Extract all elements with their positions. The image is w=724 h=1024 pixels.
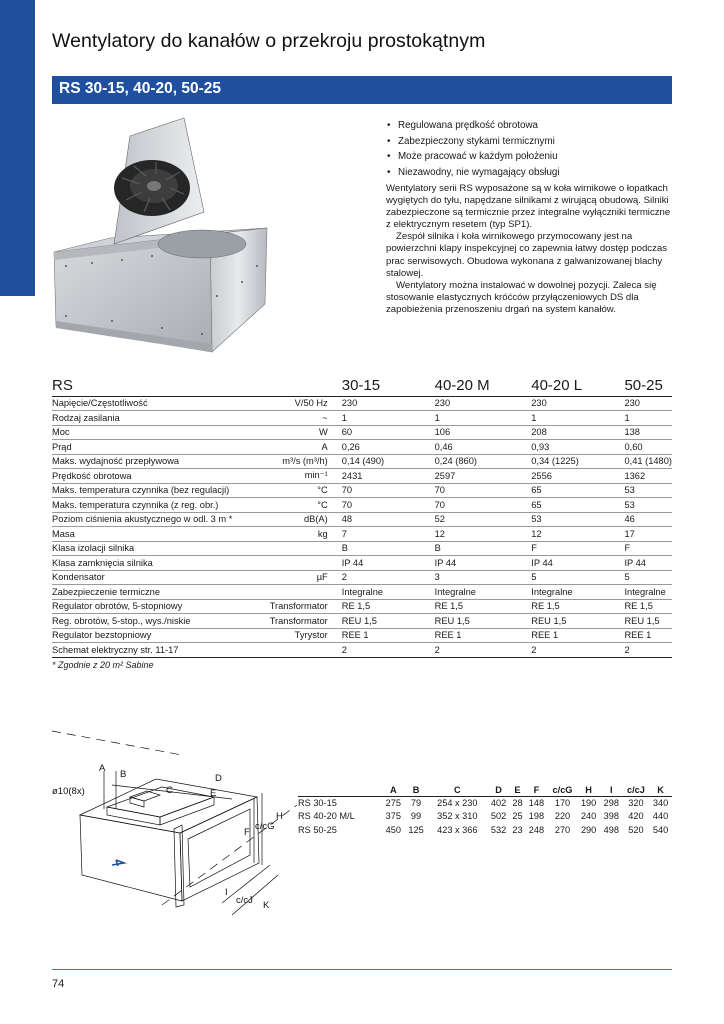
bullet-icon: • bbox=[387, 135, 391, 147]
dim-value: 240 bbox=[580, 811, 597, 822]
spec-header-unit bbox=[270, 375, 342, 396]
spec-value: 70 bbox=[342, 483, 435, 498]
dim-value: 275 bbox=[385, 798, 401, 808]
bullet-icon: • bbox=[387, 166, 391, 178]
spec-value: 7 bbox=[342, 527, 435, 542]
page-title: Wentylatory do kanałów o przekroju prostokątnym bbox=[52, 30, 486, 52]
spec-unit: Transformator bbox=[270, 599, 342, 614]
dim-value: 28 bbox=[512, 798, 523, 808]
spec-value: Integralne bbox=[435, 585, 532, 600]
spec-row bbox=[52, 643, 672, 658]
spec-value: B bbox=[435, 541, 532, 556]
dim-model: RS 40-20 M/L bbox=[298, 811, 355, 822]
spec-row bbox=[52, 396, 672, 411]
spec-value: 0,93 bbox=[531, 440, 624, 455]
spec-label: Klasa zamknięcia silnika bbox=[52, 556, 270, 571]
spec-value: REE 1 bbox=[342, 628, 435, 643]
spec-value: 53 bbox=[531, 512, 624, 527]
spec-value: 2597 bbox=[435, 469, 532, 484]
feature-text: Zabezpieczony stykami termicznymi bbox=[398, 135, 555, 147]
diag-label-f: F bbox=[244, 827, 250, 838]
spec-label: Maks. temperatura czynnika (bez regulacji) bbox=[52, 483, 270, 498]
spec-label: Reg. obrotów, 5-stop., wys./niskie bbox=[52, 614, 270, 629]
spec-unit: kg bbox=[270, 527, 342, 542]
spec-row bbox=[52, 556, 672, 571]
dim-value: 352 x 310 bbox=[437, 811, 478, 822]
spec-label: Prędkość obrotowa bbox=[52, 469, 270, 484]
spec-value: F bbox=[531, 541, 624, 556]
spec-label: Maks. temperatura czynnika (z reg. obr.) bbox=[52, 498, 270, 513]
spec-value: IP 44 bbox=[531, 556, 624, 571]
dim-header-cell: c/cG bbox=[548, 784, 578, 796]
dim-value: 440 bbox=[652, 811, 669, 822]
spec-value: 230 bbox=[435, 396, 532, 411]
spec-value: IP 44 bbox=[342, 556, 435, 571]
description-paragraph: Wentylatory można instalować w dowolnej pozycji. Zaleca się stosowanie elastycznych króćców przyłączeniowych DS dla zapobieżenia przenoszeniu drgań na system kanałów. bbox=[386, 279, 657, 315]
feature-item bbox=[386, 134, 560, 150]
dim-value: 148 bbox=[528, 798, 545, 808]
diag-label-d: D bbox=[215, 773, 222, 784]
spec-value: 46 bbox=[624, 512, 672, 527]
spec-value: REE 1 bbox=[531, 628, 624, 643]
dim-value: 532 bbox=[490, 824, 507, 835]
side-accent-bar bbox=[0, 0, 35, 296]
spec-row bbox=[52, 541, 672, 556]
footer-rule bbox=[52, 969, 672, 970]
diag-label-hole: ø10(8x) bbox=[52, 786, 85, 797]
spec-value: RE 1,5 bbox=[531, 599, 624, 614]
spec-label: Moc bbox=[52, 425, 270, 440]
spec-unit: min⁻¹ bbox=[270, 469, 342, 484]
spec-unit bbox=[270, 585, 342, 600]
dim-value: 298 bbox=[603, 798, 619, 808]
diag-label-i: I bbox=[225, 887, 228, 898]
dim-header-cell: C bbox=[427, 784, 487, 796]
spec-value: REE 1 bbox=[435, 628, 532, 643]
spec-value: 65 bbox=[531, 483, 624, 498]
dim-value: 254 x 230 bbox=[437, 798, 478, 808]
spec-value: 0,14 (490) bbox=[342, 454, 435, 469]
spec-value: 2 bbox=[342, 643, 435, 658]
spec-unit: °C bbox=[270, 483, 342, 498]
spec-value: 1362 bbox=[624, 469, 672, 484]
dim-value: 540 bbox=[652, 824, 669, 835]
model-banner bbox=[52, 76, 672, 104]
spec-table bbox=[52, 375, 672, 658]
diag-label-a: A bbox=[99, 763, 106, 774]
spec-row bbox=[52, 411, 672, 426]
spec-header-col: 50-25 bbox=[624, 375, 672, 396]
spec-row bbox=[52, 570, 672, 585]
dim-value: 340 bbox=[652, 798, 669, 808]
spec-value: REU 1,5 bbox=[624, 614, 672, 629]
dim-value: 398 bbox=[603, 811, 619, 822]
dim-header-cell: A bbox=[382, 784, 405, 796]
spec-value: 12 bbox=[435, 527, 532, 542]
diag-label-b: B bbox=[120, 769, 127, 780]
dimension-diagram bbox=[52, 725, 297, 925]
spec-row bbox=[52, 425, 672, 440]
spec-value: F bbox=[624, 541, 672, 556]
spec-value: 5 bbox=[624, 570, 672, 585]
spec-unit bbox=[270, 541, 342, 556]
dim-header-cell: H bbox=[577, 784, 600, 796]
description bbox=[386, 183, 676, 316]
spec-label: Schemat elektryczny str. 11-17 bbox=[52, 643, 270, 658]
spec-value: REU 1,5 bbox=[531, 614, 624, 629]
spec-label: Poziom ciśnienia akustycznego w odl. 3 m * bbox=[52, 512, 270, 527]
spec-unit: °C bbox=[270, 498, 342, 513]
spec-value: 60 bbox=[342, 425, 435, 440]
spec-unit: V/50 Hz bbox=[270, 396, 342, 411]
spec-value: 0,41 (1480) bbox=[624, 454, 672, 469]
dim-header-cell: I bbox=[600, 784, 623, 796]
spec-value: 70 bbox=[342, 498, 435, 513]
diag-label-e: E bbox=[210, 788, 217, 799]
dim-value: 402 bbox=[490, 798, 507, 808]
spec-label: Regulator bezstopniowy bbox=[52, 628, 270, 643]
spec-unit: A bbox=[270, 440, 342, 455]
spec-value: 1 bbox=[531, 411, 624, 426]
spec-row bbox=[52, 454, 672, 469]
dim-row bbox=[298, 823, 672, 837]
spec-value: 70 bbox=[435, 483, 532, 498]
spec-value: RE 1,5 bbox=[342, 599, 435, 614]
feature-item bbox=[386, 118, 560, 134]
spec-value: 2 bbox=[624, 643, 672, 658]
spec-value: 2556 bbox=[531, 469, 624, 484]
model-range: RS 30-15, 40-20, 50-25 bbox=[59, 80, 221, 97]
spec-value: Integralne bbox=[342, 585, 435, 600]
spec-value: 53 bbox=[624, 483, 672, 498]
spec-value: 52 bbox=[435, 512, 532, 527]
dim-value: 170 bbox=[554, 798, 571, 808]
spec-row bbox=[52, 498, 672, 513]
dim-value: 502 bbox=[490, 811, 507, 822]
spec-value: 70 bbox=[435, 498, 532, 513]
spec-value: 0,26 bbox=[342, 440, 435, 455]
diag-label-ccj: c/cJ bbox=[236, 895, 253, 906]
dim-value: 520 bbox=[628, 824, 644, 835]
feature-list bbox=[386, 118, 560, 180]
spec-label: Napięcie/Częstotliwość bbox=[52, 396, 270, 411]
spec-value: IP 44 bbox=[624, 556, 672, 571]
spec-header-col: 40-20 M bbox=[435, 375, 532, 396]
spec-value: 12 bbox=[531, 527, 624, 542]
spec-unit: µF bbox=[270, 570, 342, 585]
product-photo bbox=[52, 116, 272, 356]
spec-label: Regulator obrotów, 5-stopniowy bbox=[52, 599, 270, 614]
spec-value: 230 bbox=[531, 396, 624, 411]
dim-header-cell: D bbox=[487, 784, 510, 796]
dim-row bbox=[298, 810, 672, 824]
diag-label-ccg: c/cG bbox=[255, 821, 275, 832]
bullet-icon: • bbox=[387, 151, 391, 162]
description-paragraph: Zespół silnika i koła wirnikowego przymocowany jest na powierzchni klapy inspekcyjnej co zapewnia łatwy dostęp podczas prac serwisowych. Obudowa wykonana z galwanizowanej blachy stalowej. bbox=[386, 231, 668, 279]
dim-model: RS 50-25 bbox=[298, 824, 337, 835]
spec-row bbox=[52, 483, 672, 498]
dim-header-cell: E bbox=[510, 784, 525, 796]
dim-header-row bbox=[298, 784, 672, 796]
spec-label: Prąd bbox=[52, 440, 270, 455]
spec-label: Masa bbox=[52, 527, 270, 542]
spec-value: 5 bbox=[531, 570, 624, 585]
spec-row bbox=[52, 628, 672, 643]
footnote: * Zgodnie z 20 m² Sabine bbox=[52, 660, 154, 670]
spec-value: 2 bbox=[435, 643, 532, 658]
spec-label: Maks. wydajność przepływowa bbox=[52, 454, 270, 469]
dim-value: 320 bbox=[628, 798, 644, 808]
spec-value: 230 bbox=[624, 396, 672, 411]
description-paragraph: Wentylatory serii RS wyposażone są w koła wirnikowe o łopatkach wygiętych do tyłu, napędzane silnikami z wirującą obudową. Silniki zabezpieczone są termicznie przez integralne wyłączniki termiczne z elektrycznym resetem (typ SP1). bbox=[386, 183, 671, 231]
dim-header-cell: K bbox=[649, 784, 672, 796]
spec-unit: ~ bbox=[270, 411, 342, 426]
spec-value: 2431 bbox=[342, 469, 435, 484]
spec-value: Integralne bbox=[531, 585, 624, 600]
spec-unit: dB(A) bbox=[270, 512, 342, 527]
spec-row bbox=[52, 585, 672, 600]
spec-value: REU 1,5 bbox=[342, 614, 435, 629]
dim-value: 198 bbox=[528, 811, 545, 822]
spec-value: 48 bbox=[342, 512, 435, 527]
spec-row bbox=[52, 469, 672, 484]
dim-value: 25 bbox=[512, 811, 523, 822]
spec-value: 3 bbox=[435, 570, 532, 585]
spec-value: 0,60 bbox=[624, 440, 672, 455]
spec-value: 208 bbox=[531, 425, 624, 440]
spec-value: Integralne bbox=[624, 585, 672, 600]
feature-text: Niezawodny, nie wymagający obsługi bbox=[398, 166, 560, 178]
diag-label-k: K bbox=[263, 900, 270, 911]
spec-value: B bbox=[342, 541, 435, 556]
dim-body bbox=[298, 796, 672, 837]
spec-value: 0,46 bbox=[435, 440, 532, 455]
feature-item bbox=[386, 149, 560, 165]
feature-text: Regulowana prędkość obrotowa bbox=[398, 120, 538, 131]
dim-value: 190 bbox=[580, 798, 597, 808]
dimension-table bbox=[298, 784, 672, 837]
spec-value: 53 bbox=[624, 498, 672, 513]
spec-unit: W bbox=[270, 425, 342, 440]
dim-header-cell: B bbox=[405, 784, 428, 796]
dim-value: 99 bbox=[410, 811, 422, 822]
spec-label: Klasa izolacji silnika bbox=[52, 541, 270, 556]
spec-value: 17 bbox=[624, 527, 672, 542]
dim-value: 290 bbox=[580, 824, 597, 835]
spec-value: REE 1 bbox=[624, 628, 672, 643]
spec-value: 65 bbox=[531, 498, 624, 513]
spec-value: RE 1,5 bbox=[435, 599, 532, 614]
dim-header-cell: F bbox=[525, 784, 548, 796]
spec-value: 1 bbox=[342, 411, 435, 426]
spec-value: 2 bbox=[531, 643, 624, 658]
page-number: 74 bbox=[52, 978, 65, 990]
spec-header-col: 40-20 L bbox=[531, 375, 624, 396]
spec-header-col: 30-15 bbox=[342, 375, 435, 396]
spec-row bbox=[52, 527, 672, 542]
diag-label-h: H bbox=[276, 811, 283, 822]
dim-value: 270 bbox=[554, 824, 571, 835]
spec-unit: Tyrystor bbox=[270, 628, 342, 643]
spec-header-row bbox=[52, 375, 672, 396]
spec-value: REU 1,5 bbox=[435, 614, 532, 629]
feature-item bbox=[386, 165, 560, 181]
diag-label-c: C bbox=[166, 785, 173, 796]
spec-unit: m³/s (m³/h) bbox=[270, 454, 342, 469]
spec-row bbox=[52, 512, 672, 527]
spec-value: 230 bbox=[342, 396, 435, 411]
spec-body bbox=[52, 396, 672, 657]
dim-value: 79 bbox=[410, 798, 422, 808]
arrow-icon bbox=[112, 860, 124, 866]
spec-header-model: RS bbox=[52, 375, 270, 396]
spec-unit: Transformator bbox=[270, 614, 342, 629]
dim-row bbox=[298, 796, 672, 810]
spec-unit bbox=[270, 643, 342, 658]
spec-row bbox=[52, 614, 672, 629]
spec-value: 138 bbox=[624, 425, 672, 440]
spec-value: 1 bbox=[624, 411, 672, 426]
spec-value: 0,34 (1225) bbox=[531, 454, 624, 469]
spec-row bbox=[52, 599, 672, 614]
spec-label: Zabezpieczenie termiczne bbox=[52, 585, 270, 600]
bullet-icon: • bbox=[387, 120, 391, 131]
dim-header-cell bbox=[298, 784, 382, 796]
dim-value: 498 bbox=[603, 824, 619, 835]
dim-value: 125 bbox=[408, 824, 424, 835]
dim-value: 450 bbox=[385, 824, 401, 835]
dim-model: RS 30-15 bbox=[298, 798, 337, 808]
spec-value: 2 bbox=[342, 570, 435, 585]
spec-row bbox=[52, 440, 672, 455]
spec-value: RE 1,5 bbox=[624, 599, 672, 614]
spec-value: IP 44 bbox=[435, 556, 532, 571]
dim-value: 420 bbox=[628, 811, 644, 822]
spec-value: 106 bbox=[435, 425, 532, 440]
spec-label: Rodzaj zasilania bbox=[52, 411, 270, 426]
dim-value: 23 bbox=[512, 824, 523, 835]
dim-value: 375 bbox=[385, 811, 401, 822]
spec-label: Kondensator bbox=[52, 570, 270, 585]
spec-value: 0,24 (860) bbox=[435, 454, 532, 469]
dim-value: 248 bbox=[528, 824, 545, 835]
dim-header-cell: c/cJ bbox=[623, 784, 649, 796]
spec-value: 1 bbox=[435, 411, 532, 426]
dim-value: 220 bbox=[554, 811, 571, 822]
spec-unit bbox=[270, 556, 342, 571]
dim-value: 423 x 366 bbox=[437, 824, 478, 835]
feature-text: Może pracować w każdym położeniu bbox=[398, 151, 558, 162]
